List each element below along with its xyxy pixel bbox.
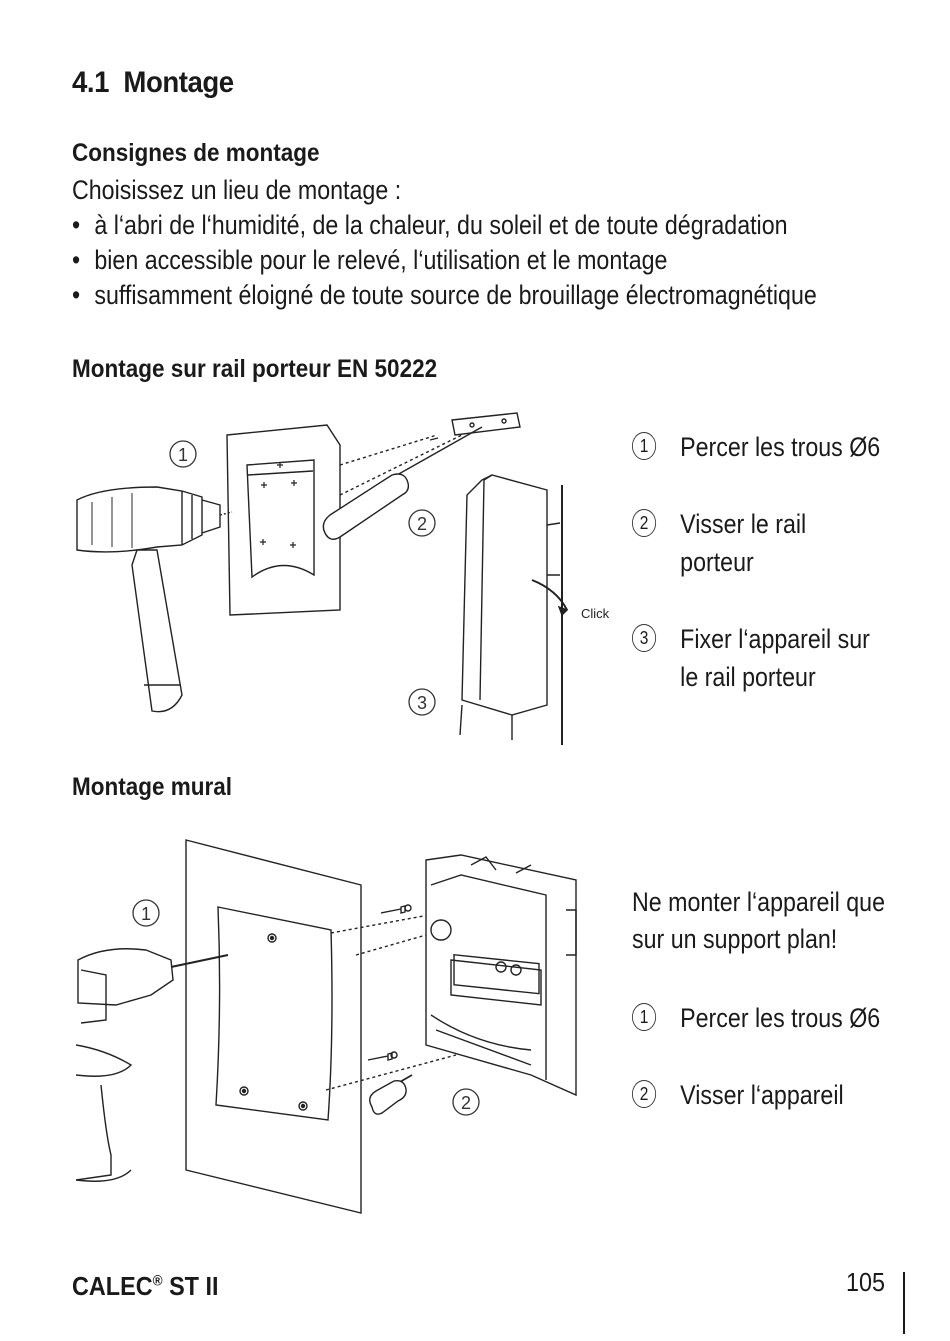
model-name: ST II — [169, 1271, 219, 1301]
wall-mounting-illustration — [76, 835, 586, 1220]
list-item: • à l‘abri de l‘humidité, de la chaleur, du soleil et de toute dégradation — [72, 210, 788, 240]
rail-step-1 — [632, 428, 881, 468]
hole-marker — [260, 539, 266, 545]
rail-step-2 — [632, 505, 873, 585]
footer-brand — [72, 1271, 218, 1302]
screwdriver — [370, 1081, 406, 1114]
section-title — [72, 66, 234, 100]
step-number: 2 — [632, 1080, 656, 1108]
list-item-text: suffisamment éloigné de toute source de brouillage électromagnétique — [94, 280, 817, 310]
list-item-text: à l‘abri de l‘humidité, de la chaleur, du soleil et de toute dégradation — [94, 210, 788, 240]
step-text — [680, 620, 870, 696]
consignes-intro: Choisissez un lieu de montage : — [72, 175, 402, 205]
step-line: porteur — [680, 547, 754, 577]
drill-handle — [132, 550, 182, 712]
screwdriver-shaft — [397, 427, 482, 475]
rail-heading: Montage sur rail porteur EN 50222 — [72, 355, 438, 383]
screw — [368, 1053, 392, 1060]
mural-note-line: Ne monter l‘appareil que — [632, 887, 885, 917]
drill-template — [216, 907, 332, 1120]
drill-head — [78, 949, 173, 1005]
page-number: 105 — [846, 1267, 886, 1297]
brand-name: CALEC — [72, 1271, 153, 1301]
hole-marker — [291, 480, 297, 486]
step-text: Percer les trous Ø6 — [680, 1003, 881, 1033]
callout-3: 3 — [416, 693, 428, 713]
step-line: Visser le rail — [680, 509, 807, 539]
step-text — [680, 505, 806, 581]
step-text: Visser l‘appareil — [680, 1080, 844, 1110]
mural-step-2 — [632, 1076, 873, 1116]
screw — [381, 906, 405, 913]
footer-rule — [903, 1272, 905, 1334]
step-number: 3 — [632, 624, 656, 652]
din-rail — [452, 413, 520, 435]
step-text: Percer les trous Ø6 — [680, 432, 881, 462]
step-number: 1 — [632, 432, 656, 460]
callout-2: 2 — [460, 1093, 472, 1113]
hole-marker — [290, 542, 296, 548]
step-number: 2 — [632, 509, 656, 537]
section-number: 4.1 — [72, 66, 110, 99]
device-body — [462, 475, 547, 715]
registered-mark: ® — [152, 1272, 163, 1290]
mural-step-1 — [632, 999, 881, 1039]
list-item: • bien accessible pour le relevé, l‘utilisation et le montage — [72, 245, 668, 275]
consignes-list — [72, 173, 817, 313]
mural-note-line: sur un support plan! — [632, 924, 838, 954]
list-item-text: bien accessible pour le relevé, l‘utilisation et le montage — [94, 245, 668, 275]
rail-step-3 — [632, 620, 873, 700]
mural-note — [632, 884, 885, 958]
rail-mounting-illustration — [72, 405, 617, 750]
callout-1: 1 — [177, 445, 189, 465]
step-line: le rail porteur — [680, 662, 816, 692]
drill-body — [77, 487, 202, 552]
screwdriver-handle — [323, 474, 408, 539]
callout-1: 1 — [140, 904, 152, 924]
step-number: 1 — [632, 1003, 656, 1031]
mural-heading: Montage mural — [72, 773, 233, 801]
wall-panel — [186, 840, 361, 1213]
wall-plate — [227, 425, 340, 615]
click-label: Click — [581, 606, 610, 621]
section-title-text: Montage — [123, 66, 234, 99]
step-line: Fixer l‘appareil sur — [680, 624, 870, 654]
consignes-heading: Consignes de montage — [72, 139, 320, 167]
drill-template — [247, 460, 314, 577]
list-item: • suffisamment éloigné de toute source de brouillage électromagnétique — [72, 280, 817, 310]
callout-2: 2 — [416, 514, 428, 534]
hole-marker — [261, 482, 267, 488]
